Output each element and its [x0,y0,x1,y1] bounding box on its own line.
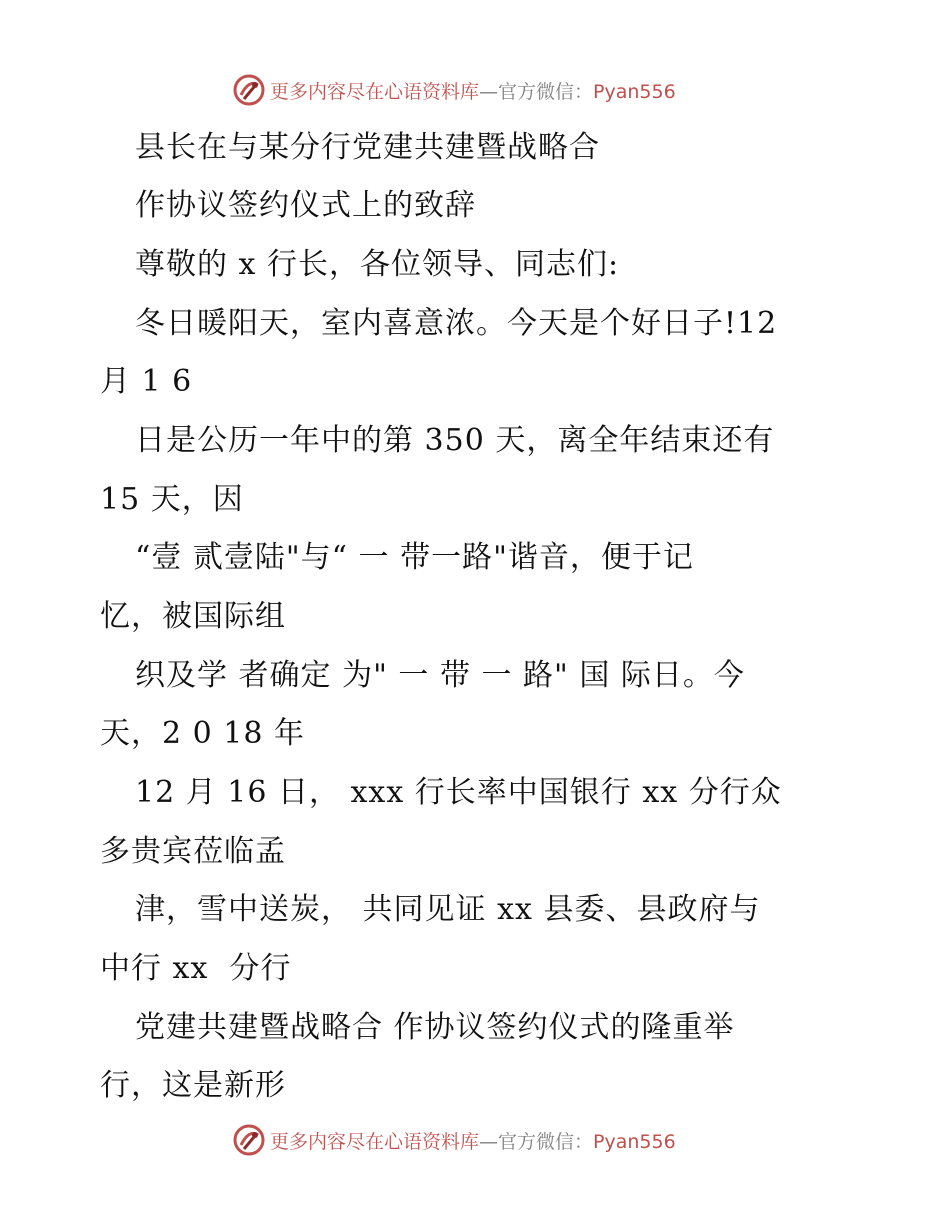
paragraph-line: “壹 贰壹陆"与“ 一 带一路"谐音，便于记 [135,540,694,575]
footer-watermark-banner [232,1120,752,1160]
salutation: 尊敬的 x 行长，各位领导、同志们: [135,247,620,282]
paragraph-line: 织及学 者确定 为" 一 带 一 路" 国 际日。今 [135,658,745,693]
banner-dash: — [479,80,499,103]
banner-wechat-id: Pyan556 [593,80,676,103]
paragraph-line: 党建共建暨战略合 作协议签约仪式的隆重举 [135,1010,735,1045]
banner-main-text: 更多内容尽在心语资料库 [270,1130,480,1153]
paragraph-line: 津，雪中送炭， 共同见证 xx 县委、县政府与 [135,892,761,927]
paragraph-line: 冬日暖阳天，室内喜意浓。今天是个好日子!12 [135,306,778,341]
banner-dash: — [479,1130,499,1153]
banner-main-text: 更多内容尽在心语资料库 [270,80,480,103]
header-watermark-banner [232,70,752,110]
title-line-1: 县长在与某分行党建共建暨战略合 [135,130,600,165]
paragraph-line: 日是公历一年中的第 350 天，离全年结束还有 [135,423,775,458]
paragraph-line: 忆，被国际组 [100,599,286,634]
paragraph-line: 天，2 0 18 年 [100,716,305,751]
paragraph-line: 12 月 16 日， xxx 行长率中国银行 xx 分行众 [135,775,782,810]
paragraph-line: 月 1 6 [100,364,193,399]
banner-wechat-id: Pyan556 [593,1130,676,1153]
paragraph-line: 中行 xx 分行 [100,951,292,986]
logo-icon [232,1123,266,1157]
banner-label: 官方微信： [498,1130,594,1153]
banner-label: 官方微信： [498,80,594,103]
title-line-2: 作协议签约仪式上的致辞 [135,188,476,223]
paragraph-line: 行，这是新形 [100,1068,286,1103]
logo-icon [232,73,266,107]
paragraph-line: 多贵宾莅临孟 [100,834,286,869]
paragraph-line: 15 天，因 [100,482,244,517]
